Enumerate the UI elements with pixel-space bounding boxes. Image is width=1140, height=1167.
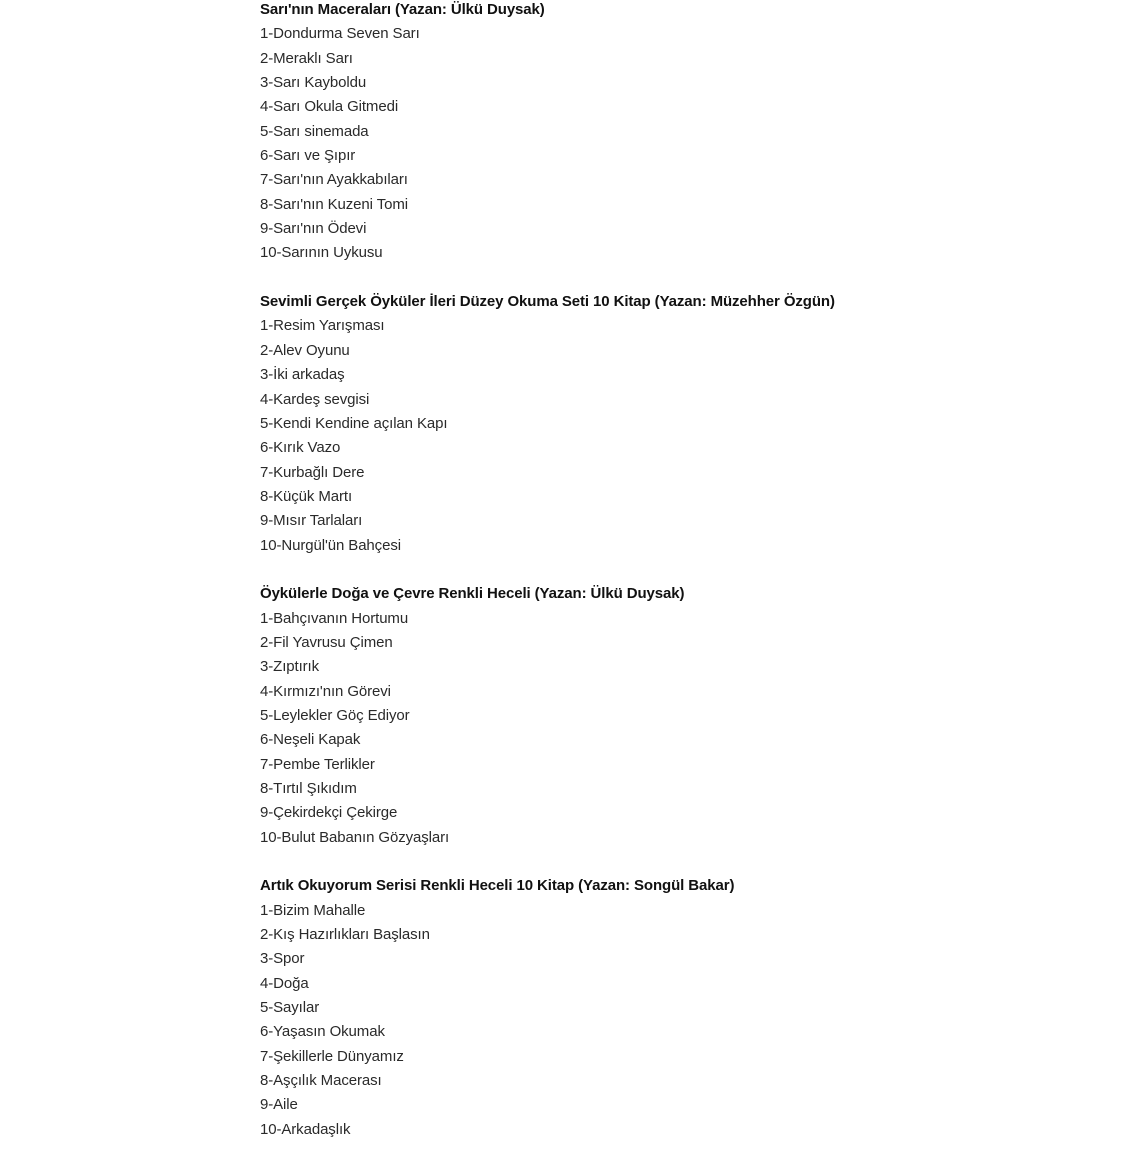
book-list-item: 1-Bizim Mahalle	[260, 901, 366, 919]
book-series-document	[260, 0, 1120, 1167]
book-list-item: 2-Alev Oyunu	[260, 341, 350, 359]
series-section-artik-okuyorum	[260, 874, 1120, 1142]
book-list-item: 6-Kırık Vazo	[260, 439, 341, 457]
series-section-oykulerle-doga	[260, 582, 1120, 850]
book-list-item: 1-Dondurma Seven Sarı	[260, 25, 420, 43]
book-list-item: 3-İki arkadaş	[260, 366, 345, 384]
book-list-item: 2-Kış Hazırlıkları Başlasın	[260, 926, 430, 944]
book-list-item: 8-Tırtıl Şıkıdım	[260, 780, 357, 797]
book-list-item: 5-Kendi Kendine açılan Kapı	[260, 414, 448, 432]
book-list-item: 9-Mısır Tarlaları	[260, 512, 363, 530]
series-heading: Artık Okuyorum Serisi Renkli Heceli 10 Kitap (Yazan: Songül Bakar)	[260, 877, 735, 895]
book-list-item: 9-Sarı'nın Ödevi	[260, 220, 367, 238]
book-list-item: 4-Kardeş sevgisi	[260, 390, 370, 408]
book-list-item: 4-Sarı Okula Gitmedi	[260, 98, 399, 116]
book-list-item: 7-Kurbağlı Dere	[260, 463, 365, 481]
book-list-item: 9-Çekirdekçi Çekirge	[260, 804, 398, 822]
book-list-item: 6-Neşeli Kapak	[260, 731, 361, 749]
book-list-item: 6-Sarı ve Şıpır	[260, 147, 356, 165]
book-list-item: 10-Arkadaşlık	[260, 1120, 351, 1138]
series-section-sevimli-gercek-oykuler	[260, 290, 1120, 558]
book-list-item: 1-Bahçıvanın Hortumu	[260, 609, 409, 627]
book-list-item: 8-Aşçılık Macerası	[260, 1072, 382, 1090]
book-list-item: 8-Küçük Martı	[260, 487, 353, 505]
book-list-item: 3-Zıptırık	[260, 658, 320, 676]
series-section-sari	[260, 0, 1120, 266]
book-list-item: 3-Spor	[260, 950, 305, 968]
series-heading: Sevimli Gerçek Öyküler İleri Düzey Okuma Seti 10 Kitap (Yazan: Müzehher Özgün)	[260, 293, 835, 311]
book-list-item: 6-Yaşasın Okumak	[260, 1023, 385, 1041]
book-list-item: 5-Sarı sinemada	[260, 122, 369, 140]
book-list-item: 4-Kırmızı'nın Görevi	[260, 682, 391, 700]
series-heading: Öykülerle Doğa ve Çevre Renkli Heceli (Yazan: Ülkü Duysak)	[260, 585, 685, 603]
book-list-item: 3-Sarı Kayboldu	[260, 74, 367, 92]
book-list-item: 9-Aile	[260, 1096, 298, 1114]
book-list-item: 10-Bulut Babanın Gözyaşları	[260, 828, 450, 846]
book-list-item: 7-Şekillerle Dünyamız	[260, 1047, 404, 1065]
book-list-item: 5-Sayılar	[260, 999, 320, 1017]
book-list-item: 4-Doğa	[260, 974, 309, 992]
book-list-item: 1-Resim Yarışması	[260, 317, 385, 335]
book-list-item: 2-Meraklı Sarı	[260, 49, 353, 67]
book-list-item: 7-Sarı'nın Ayakkabıları	[260, 171, 408, 189]
book-list-item: 5-Leylekler Göç Ediyor	[260, 706, 410, 724]
book-list-item: 2-Fil Yavrusu Çimen	[260, 633, 393, 651]
book-list-item: 7-Pembe Terlikler	[260, 755, 375, 773]
book-list-item: 10-Nurgül'ün Bahçesi	[260, 536, 401, 554]
book-list-item: 10-Sarının Uykusu	[260, 244, 383, 262]
series-heading: Sarı'nın Maceraları (Yazan: Ülkü Duysak)	[260, 1, 545, 18]
book-list-item: 8-Sarı'nın Kuzeni Tomi	[260, 195, 408, 213]
